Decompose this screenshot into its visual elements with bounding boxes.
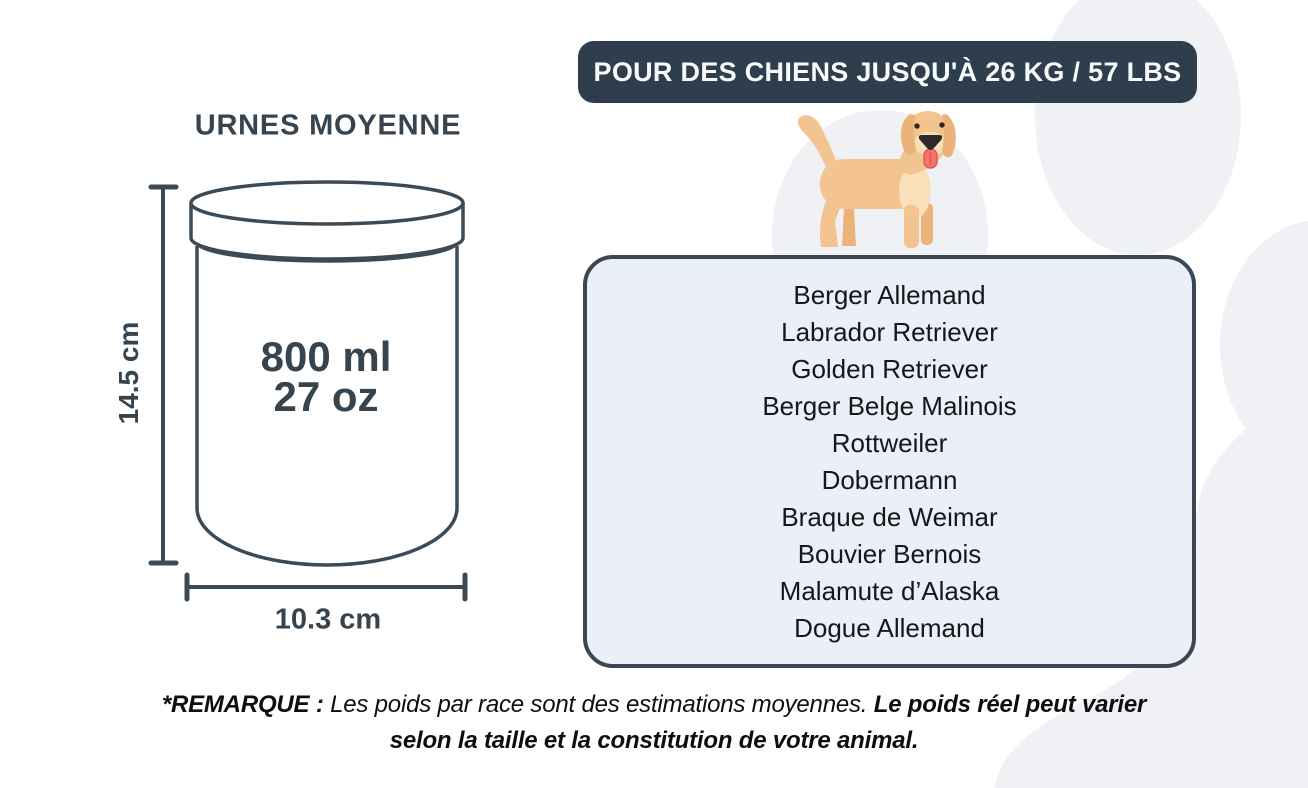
footnote <box>154 687 1154 759</box>
paw-toe-icon <box>1035 0 1241 255</box>
urn-width-label: 10.3 cm <box>274 603 382 636</box>
breed-list-item: Berger Belge Malinois <box>762 390 1017 421</box>
breed-list-box <box>583 255 1196 668</box>
breed-list-item: Berger Allemand <box>793 279 986 310</box>
urn-size-title: URNES MOYENNE <box>194 109 462 142</box>
breed-list-item: Golden Retriever <box>791 353 988 384</box>
footnote-bold: Le poids réel peut varier selon la taille et la constitution de votre animal. <box>389 691 1147 754</box>
breed-list-item: Bouvier Bernois <box>797 538 982 569</box>
breed-list-item: Dobermann <box>821 464 958 495</box>
breed-list-item: Malamute d’Alaska <box>779 575 1000 606</box>
footnote-regular: Les poids par race sont des estimations moyennes. <box>323 691 874 718</box>
breed-list-item: Dogue Allemand <box>794 612 985 643</box>
urn-volume-label <box>260 333 392 420</box>
urn-lid-top <box>191 182 463 224</box>
urn-volume-oz: 27 oz <box>273 373 379 420</box>
height-dimension-line <box>151 187 176 563</box>
width-dimension-line <box>187 575 465 599</box>
dog-weight-badge: POUR DES CHIENS JUSQU'À 26 KG / 57 LBS <box>578 41 1197 103</box>
golden-retriever-icon <box>794 107 964 252</box>
breed-list-item: Rottweiler <box>831 427 948 458</box>
urn-height-label: 14.5 cm <box>113 321 144 425</box>
breed-list-item: Labrador Retriever <box>781 316 998 347</box>
footnote-prefix: *REMARQUE : <box>161 691 324 718</box>
breed-list-item: Braque de Weimar <box>781 501 998 532</box>
urn-volume-ml: 800 ml <box>260 333 392 380</box>
